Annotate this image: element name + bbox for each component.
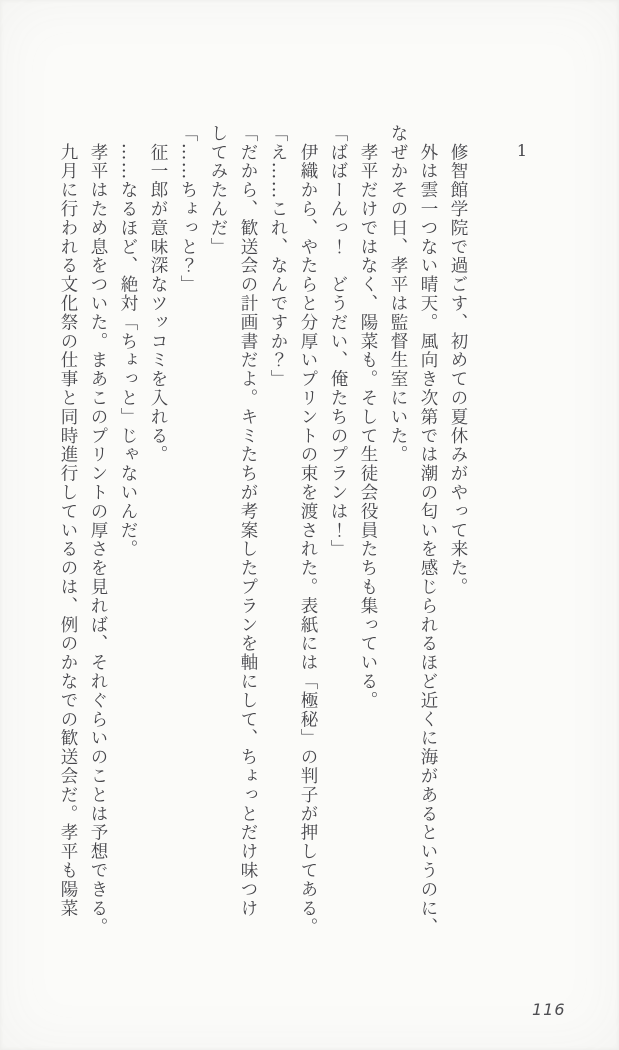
text-line: 九月に行われる文化祭の仕事と同時進行しているのは、例のかなでの歓送会だ。孝平も陽菜 xyxy=(58,124,78,918)
text-line: 征一郎が意味深なツッコミを入れる。 xyxy=(148,124,168,465)
chapter-number: 1 xyxy=(516,141,528,160)
text-line: 「だから、歓送会の計画書だよ。キミたちが考案したプランを軸にして、ちょっとだけ味つけ xyxy=(238,124,258,918)
text-line: 外は雲一つない晴天。風向き次第では潮の匂いを感じられるほど近くに海があるというのに、 xyxy=(418,124,438,937)
text-line: 「え……これ、なんですか？」 xyxy=(268,124,288,389)
text-line: 孝平だけではなく、陽菜も。そして生徒会役員たちも集っている。 xyxy=(358,124,378,710)
text-line: 孝平はため息をついた。まあこのプリントの厚さを見れば、それぐらいのことは予想できる。 xyxy=(88,124,108,937)
text-line: 修智館学院で過ごす、初めての夏休みがやって来た。 xyxy=(448,124,468,597)
text-block xyxy=(53,124,473,966)
text-line: 伊織から、やたらと分厚いプリントの束を渡された。表紙には「極秘」の判子が押してある。 xyxy=(298,124,318,937)
text-line: してみたんだ」 xyxy=(208,124,228,257)
text-line: 「……ちょっと？」 xyxy=(178,124,198,295)
text-line: 「ばばーんっ！ どうだい、俺たちのプランは！」 xyxy=(328,124,348,559)
page-number: 116 xyxy=(532,1000,566,1019)
text-line: なぜかその日、孝平は監督生室にいた。 xyxy=(388,124,408,465)
text-line: ……なるほど、絶対「ちょっと」じゃないんだ。 xyxy=(118,124,138,559)
